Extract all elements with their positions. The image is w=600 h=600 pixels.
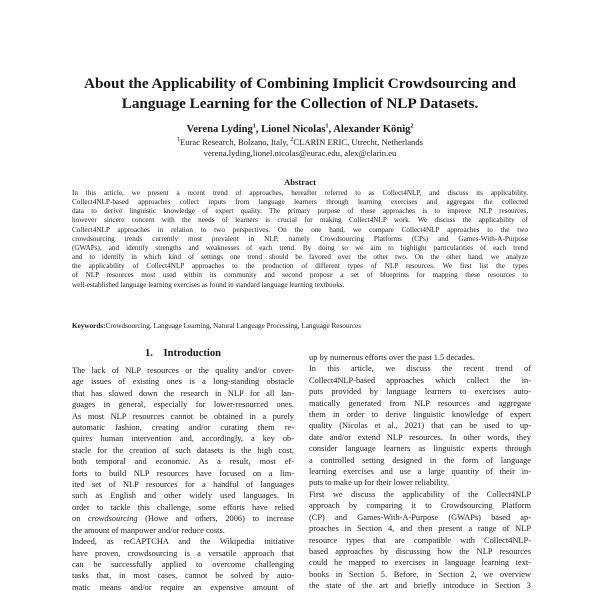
body-line: puts to make up for their lower reliability.: [309, 478, 449, 488]
body-line: could be mapped to exercises in language learning text-: [309, 558, 531, 568]
abstract-line: In this article, we present a recent trend of approaches, hereafter referred to as Collect4NLP, and discuss its applicability.: [72, 189, 528, 197]
affiliation-marker: 1: [252, 123, 256, 130]
abstract-line: Collect4NLP-based approaches collect inputs from language learners through learning exercises and aggregate the collected: [72, 198, 528, 207]
right-column: [309, 352, 531, 592]
author-name: , Lionel Nicolas: [255, 124, 326, 135]
body-line: such as English and other widely used languages. In: [72, 491, 294, 501]
paper-title: [60, 74, 540, 114]
keywords-text: Crowdsourcing, Language Learning, Natural Language Processing, Language Resources: [105, 322, 362, 330]
body-line: puts provided by language learners to exercises auto-: [309, 387, 531, 397]
abstract-line: Collect4NLP approaches in relation to two perspectives. On the one hand, we compare Collect4NLP approaches to the two: [72, 225, 528, 234]
body-line: on crowdsourcing (Howe and others, 2006) to increase: [72, 514, 294, 524]
emphasized-term: crowdsourcing: [87, 514, 138, 524]
body-line: approach by comparing it to Crowdsourcing Platform: [309, 501, 531, 511]
affiliation-line: [60, 137, 540, 148]
title-line: Language Learning for the Collection of NLP Datasets.: [121, 95, 479, 112]
keywords-label: Keywords:: [72, 322, 106, 330]
affiliation-marker: 2: [290, 137, 294, 144]
abstract-line: of NLP resources most used within its community and second propose a set of blueprints for mapping these resources to: [72, 271, 528, 280]
body-line: them in order to derive linguistic knowledge of expert: [309, 410, 531, 420]
body-line: consider language learners as linguistic experts through: [309, 444, 531, 454]
body-line: based approaches by discussing how the NLP resources: [309, 546, 531, 556]
body-line: The lack of NLP resources or the quality and/or cover-: [72, 366, 294, 375]
title-line: About the Applicability of Combining Implicit Crowdsourcing and: [84, 75, 516, 92]
body-line: books in Section 5. Before, in Section 2, we overview: [309, 569, 531, 579]
body-line: the amount of manpower and/or reduce costs.: [72, 525, 225, 535]
body-line: Collect4NLP-based approaches which collect the in-: [309, 375, 531, 385]
body-line: In this article, we discuss the recent trend of: [309, 364, 531, 374]
body-line: First we discuss the applicability of the Collect4NLP: [309, 489, 531, 499]
section-heading-introduction: 1. Introduction: [144, 348, 222, 359]
affiliation-marker: 2: [410, 123, 414, 130]
body-line: resource types that are compatible with Collect4NLP-: [309, 535, 531, 545]
affiliation-marker: 1: [176, 137, 180, 144]
body-line: ited set of NLP resources for a handful of languages: [72, 480, 294, 490]
affiliation-text: CLARIN ERIC, Utrecht, Netherlands: [293, 137, 423, 147]
body-line: both temporal and economic. As a result, most ef-: [72, 457, 294, 467]
abstract-heading: Abstract: [284, 177, 316, 187]
body-line: date and/or extend NLP resources. In other words, they: [309, 432, 531, 442]
body-line: tasks that, in most cases, cannot be solved by auto-: [72, 571, 294, 581]
abstract-line: crowdsourcing trends currently most prevalent in NLP, namely Crowdsourcing Platforms (CPs) and Games-With-A-Purpose: [72, 234, 528, 243]
body-line: matic means and/or require an expensive amount of: [72, 582, 294, 592]
author-list: [60, 123, 540, 136]
body-line: guages in general, especially for lower-resourced ones.: [72, 400, 294, 410]
body-line: proaches in Section 4, and then present a range of NLP: [309, 524, 531, 534]
body-line: Indeed, as reCAPTCHA and the Wikipedia initiative: [72, 537, 294, 547]
body-line: that has slowed down the research in NLP for all lan-: [72, 388, 294, 398]
body-line: have proven, crowdsourcing is a versatile approach that: [72, 548, 294, 558]
body-line: stacle for the creation of such datasets is the high cost,: [72, 445, 294, 455]
affiliation-text: Eurac Research, Bolzano, Italy,: [179, 137, 291, 147]
author-emails: verena.lyding,lionel.nicolas@eurac.edu, alex@clarin.eu: [203, 148, 397, 158]
left-column: [72, 365, 294, 593]
abstract-line: (GWAPs), and identify strengths and weaknesses of each trend. By doing so we aim to highlight particularities of each trend: [72, 243, 528, 252]
abstract-body: [72, 189, 528, 290]
author-name: , Alexander König: [328, 124, 411, 135]
body-line: matically generated from NLP resources and aggregate: [309, 398, 531, 408]
body-line: As most NLP resources cannot be obtained in a purely: [72, 411, 294, 421]
abstract-line: however sincere concern with the needs of learners is crucial for making Collect4NLP work. We discuss the applicability of: [72, 216, 528, 225]
body-line: quality (Nicolas et al., 2021) that can be used to up-: [309, 421, 531, 431]
affiliations: [60, 137, 540, 159]
body-line: the state of the art and briefly introduce in Section 3: [309, 581, 531, 591]
body-line: can be successfully applied to overcome challenging: [72, 559, 294, 569]
body-line: automatic fashion, creating and/or curating them re-: [72, 423, 294, 433]
body-line: (CP) and Games-With-A-Purpose (GWAPs) based ap-: [309, 512, 531, 522]
body-line: age issues of existing ones is a long-standing obstacle: [72, 377, 294, 387]
author-name: Verena Lyding: [186, 124, 253, 135]
body-line: forts to build NLP resources have focused on a lim-: [72, 468, 294, 478]
body-line: order to tackle this challenge, some efforts have relied: [72, 502, 294, 512]
body-line: learning exercises and use a large quantity of their in-: [309, 467, 531, 477]
affiliation-marker: 1: [325, 123, 329, 130]
keywords: [72, 321, 528, 331]
body-line: quires human intervention and, accordingly, a key ob-: [72, 434, 294, 444]
abstract-line: data to derive linguistic knowledge of expert quality. The primary purpose of these approaches is to improve NLP resources,: [72, 207, 528, 216]
body-line: up by numerous efforts over the past 1.5 decades.: [309, 353, 475, 362]
abstract-line: and to identify in which kind of settings one trend should be favored over the other two. On the other hand, we analyze: [72, 253, 528, 262]
abstract-line: well-established language learning exercises as found in standard language learning textbooks.: [72, 280, 345, 289]
abstract-line: the applicability of Collect4NLP approaches to the production of different types of NLP resources. We first list the types: [72, 262, 528, 271]
body-line: a controlled setting designed in the form of language: [309, 455, 531, 465]
